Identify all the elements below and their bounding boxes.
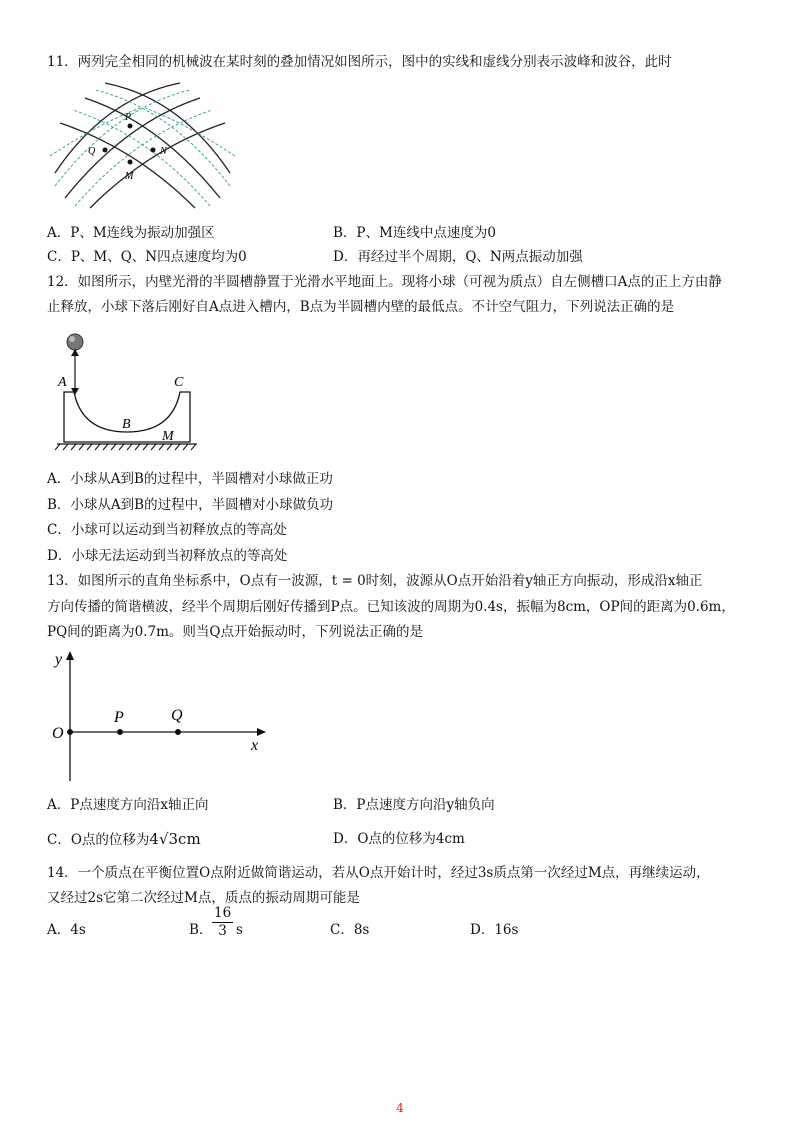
q12-option-c: C．小球可以运动到当初释放点的等高处 — [47, 522, 287, 538]
fraction-numerator: 16 — [214, 905, 232, 921]
label-q: Q — [88, 146, 96, 157]
q14-option-d: D．16s — [470, 922, 519, 938]
q13-stem-line2: 方向传播的简谐横波，经半个周期后刚好传播到P点。已知该波的周期为0.4s，振幅为8cm，OP间的距离为0.6m， — [47, 599, 735, 615]
q14-stem-line2: 又经过2s它第二次经过M点，质点的振动周期可能是 — [47, 890, 360, 906]
q11-stem: 11．两列完全相同的机械波在某时刻的叠加情况如图所示，图中的实线和虚线分别表示波峰和波谷，此时 — [47, 54, 672, 70]
q11-option-b: B．P、M连线中点速度为0 — [333, 225, 496, 241]
label-m: M — [125, 171, 134, 182]
q14-stem-line1: 14．一个质点在平衡位置O点附近做简谐运动，若从O点开始计时，经过3s质点第一次经过M点，再继续运动， — [47, 865, 710, 881]
q12-stem-line2: 止释放，小球下落后刚好自A点进入槽内，B点为半圆槽内壁的最低点。不计空气阻力，下列说法正确的是 — [47, 299, 675, 315]
point-n — [151, 148, 156, 153]
q13-stem-line1: 13．如图所示的直角坐标系中，O点有一波源，t = 0时刻，波源从O点开始沿着y轴正方向振动，形成沿x轴正 — [47, 573, 703, 589]
q14-option-c: C．8s — [330, 922, 370, 938]
point-q — [103, 148, 108, 153]
label-y: y — [55, 651, 63, 668]
label-n: N — [160, 146, 167, 157]
label-q: Q — [171, 707, 183, 724]
point-p — [128, 124, 133, 129]
q13-option-b: B．P点速度方向沿y轴负向 — [333, 797, 495, 813]
label-o: O — [52, 725, 64, 742]
label-b: B — [122, 417, 131, 432]
q12-option-d: D．小球无法运动到当初释放点的等高处 — [47, 548, 288, 564]
point-m — [128, 160, 133, 165]
q12-stem-line1: 12．如图所示，内壁光滑的半圆槽静置于光滑水平地面上。现将小球（可视为质点）自左侧槽口A点的正上方由静 — [47, 274, 722, 290]
label-x: x — [251, 737, 259, 754]
q12-trough-figure — [52, 330, 202, 450]
label-a: A — [58, 375, 67, 390]
label-p: P — [125, 112, 132, 123]
q14-option-b-fraction — [212, 905, 233, 940]
q11-option-c: C．P、M、Q、N四点速度均为0 — [47, 249, 247, 265]
q14-option-b-prefix: B． — [189, 922, 213, 938]
fraction-denominator: 3 — [218, 923, 227, 939]
q13-stem-line3: PQ间的距离为0.7m。则当Q点开始振动时，下列说法正确的是 — [47, 624, 423, 640]
q13-option-c — [47, 830, 201, 849]
page-number: 4 — [396, 1101, 404, 1115]
q14-option-b-unit: s — [236, 922, 243, 938]
q12-option-b: B．小球从A到B的过程中，半圆槽对小球做负功 — [47, 497, 334, 513]
q14-option-a: A．4s — [47, 922, 86, 938]
label-c: C — [174, 375, 184, 390]
q13-axes-figure — [50, 648, 280, 783]
label-m: M — [162, 429, 174, 444]
q11-option-a: A．P、M连线为振动加强区 — [47, 225, 215, 241]
q12-option-a: A．小球从A到B的过程中，半圆槽对小球做正功 — [47, 471, 333, 487]
q13-option-a: A．P点速度方向沿x轴正向 — [47, 797, 209, 813]
q13-option-d: D．O点的位移为4cm — [333, 831, 465, 847]
q13-option-c-prefix: C．O点的位移为 — [47, 832, 150, 848]
label-p: P — [114, 709, 124, 726]
q11-option-d: D．再经过半个周期，Q、N两点振动加强 — [333, 249, 583, 265]
q13-option-c-value: 4√3cm — [149, 830, 201, 848]
q11-wave-figure — [50, 78, 240, 208]
